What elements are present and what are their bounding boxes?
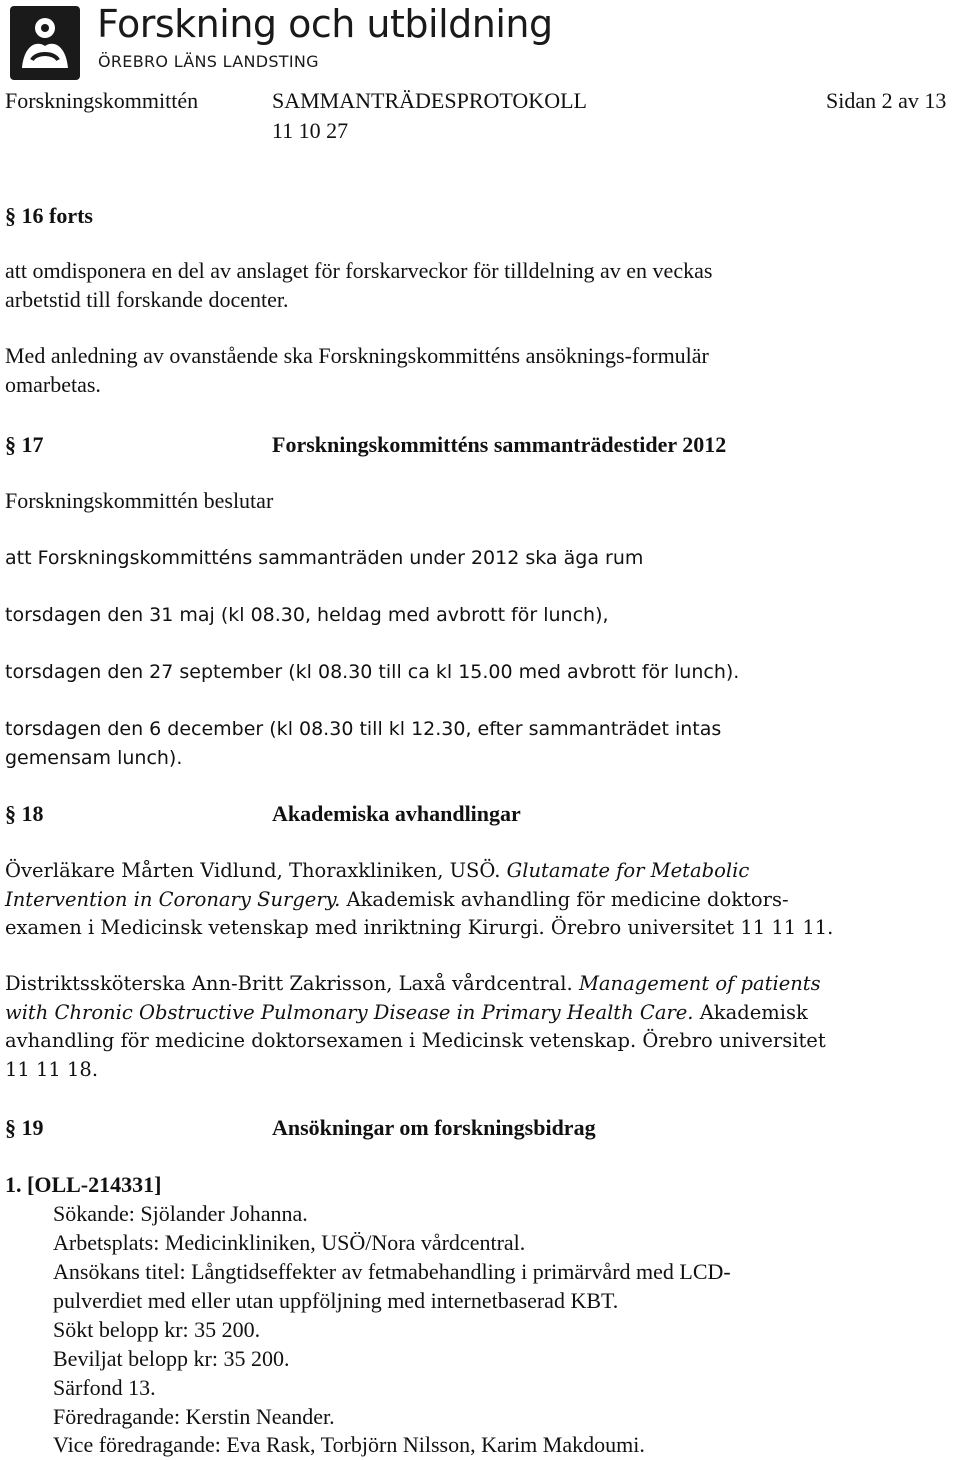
thesis-entry-1 [5, 857, 835, 943]
thesis-1-author: Överläkare Mårten Vidlund, Thoraxkliniken, USÖ. [5, 859, 507, 882]
fund-line: Särfond 13. [53, 1375, 156, 1400]
section-17-date-1: torsdagen den 31 maj (kl 08.30, heldag med avbrott för lunch), [5, 604, 609, 626]
application-title-line-2: pulverdiet med eller utan uppföljning med internetbaserad KBT. [53, 1288, 619, 1313]
section-19-number: § 19 [5, 1115, 44, 1140]
thesis-2-details: Akademisk avhandling för medicine doktorsexamen i Medicinsk vetenskap. Örebro universitet 11 11 18. [5, 1000, 826, 1081]
section-18-title: Akademiska avhandlingar [272, 801, 521, 826]
granted-amount-line: Beviljat belopp kr: 35 200. [53, 1346, 290, 1371]
section-17-title: Forskningskommitténs sammanträdestider 2012 [272, 432, 727, 457]
section-17-number: § 17 [5, 432, 44, 457]
section-16-heading: § 16 forts [5, 203, 93, 228]
section-16-paragraph-1: att omdisponera en del av anslaget för forskarveckor för tilldelning av en veckas arbetstid till forskande docenter. [5, 258, 713, 312]
header-date: 11 10 27 [272, 118, 349, 143]
vice-presenter-line: Vice föredragande: Eva Rask, Torbjörn Nilsson, Karim Makdoumi. [53, 1432, 645, 1457]
section-18-number: § 18 [5, 801, 44, 826]
section-17-date-2: torsdagen den 27 september (kl 08.30 till ca kl 15.00 med avbrott för lunch). [5, 661, 740, 683]
logo-subtitle: ÖREBRO LÄNS LANDSTING [98, 52, 319, 71]
header-committee: Forskningskommittén [5, 88, 199, 113]
header-page-number: Sidan 2 av 13 [826, 88, 947, 113]
thesis-1-title: Glutamate for Metabolic Intervention in Coronary Surgery. [5, 859, 750, 911]
workplace-line: Arbetsplats: Medicinkliniken, USÖ/Nora vårdcentral. [53, 1230, 526, 1255]
thesis-2-author: Distriktssköterska Ann-Britt Zakrisson, Laxå vårdcentral. [5, 972, 579, 995]
logo-title: Forskning och utbildning [97, 2, 553, 46]
landsting-emblem-icon [10, 6, 80, 80]
thesis-2-title: Management of patients with Chronic Obstructive Pulmonary Disease in Primary Health Care. [5, 972, 821, 1024]
application-title-line-1: Ansökans titel: Långtidseffekter av fetmabehandling i primärvård med LCD- [53, 1259, 731, 1284]
section-16-paragraph-2: Med anledning av ovanstående ska Forskningskommitténs ansöknings-formulär omarbetas. [5, 343, 709, 397]
section-19-title: Ansökningar om forskningsbidrag [272, 1115, 596, 1140]
header-doc-type: SAMMANTRÄDESPROTOKOLL [272, 88, 587, 113]
thesis-1-details: Akademisk avhandling för medicine doktors-examen i Medicinsk vetenskap med inriktning Kirurgi. Örebro universitet 11 11 11. [5, 887, 834, 939]
presenter-line: Föredragande: Kerstin Neander. [53, 1404, 335, 1429]
section-17-intro: att Forskningskommitténs sammanträden under 2012 ska äga rum [5, 547, 644, 569]
section-17-date-3: torsdagen den 6 december (kl 08.30 till kl 12.30, efter sammanträdet intas gemensam lunch). [5, 718, 722, 769]
requested-amount-line: Sökt belopp kr: 35 200. [53, 1317, 261, 1342]
thesis-entry-2 [5, 970, 845, 1084]
application-item-label: 1. [OLL-214331] [5, 1172, 162, 1197]
section-17-decision: Forskningskommittén beslutar [5, 488, 274, 513]
applicant-line: Sökande: Sjölander Johanna. [53, 1201, 308, 1226]
